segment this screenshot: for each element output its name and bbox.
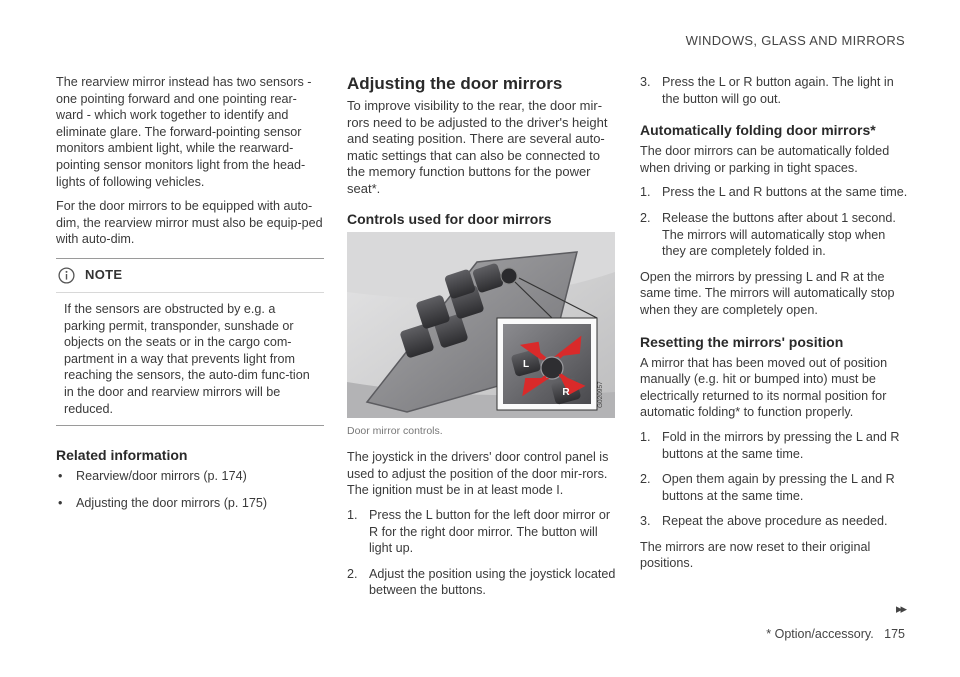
door-panel-illustration: [347, 232, 615, 418]
step-text: Press the L and R buttons at the same time.: [662, 185, 908, 200]
step-number: 1.: [640, 429, 651, 444]
related-link[interactable]: • Rearview/door mirrors (p. 174): [56, 468, 324, 485]
next-page-marker[interactable]: ▸▸: [895, 601, 905, 616]
subheading: Resetting the mirrors' position: [640, 333, 844, 350]
paragraph: The joystick in the drivers' door control panel is used to adjust the position of the door mir-rors. The ignition must be in at least mode I.: [347, 450, 609, 498]
paragraph: Open the mirrors by pressing L and R at the same time. The mirrors will automatically stop when they are completely open.: [640, 269, 895, 317]
step-number: 1.: [640, 185, 651, 200]
page-footer: [766, 627, 905, 641]
step-number: 2.: [347, 566, 358, 581]
paragraph: The door mirrors can be automatically folded when driving or parking in tight spaces.: [640, 144, 890, 175]
right-mirror-button-label: R: [562, 386, 570, 398]
step-text: Adjust the position using the joystick located between the buttons.: [369, 566, 616, 598]
column-middle: [347, 74, 617, 608]
step-item: [640, 210, 910, 260]
lead-paragraph: To improve visibility to the rear, the door mir-rors need to be adjusted to the driver's height and seating position. There are several auto-matic settings that can also be connected to the memory function buttons for the power seat*.: [347, 98, 608, 196]
column-left: [56, 74, 324, 521]
step-text: Open them again by pressing the L and R buttons at the same time.: [662, 472, 895, 503]
joystick-inset: [497, 318, 597, 410]
step-text: Repeat the above procedure as needed.: [662, 514, 888, 529]
step-item: [640, 184, 910, 201]
subheading: Automatically folding door mirrors*: [640, 122, 876, 139]
step-item: [347, 507, 617, 557]
step-item: [347, 566, 617, 599]
step-item: [640, 429, 910, 462]
note-header: [56, 267, 324, 293]
note-box: [56, 258, 324, 426]
step-text: Press the L or R button again. The light in the button will go out.: [662, 75, 894, 106]
column-right: [640, 74, 910, 580]
note-text: If the sensors are obstructed by e.g. a parking permit, transponder, sunshade or objects on the seats or in the cargo com-partment in a way that prevents light from reaching the sensors, the auto-dim func-tion in the door and rearview mirrors will be reduced.: [64, 301, 310, 416]
step-number: 3.: [640, 514, 651, 529]
option-footnote: * Option/accessory.: [766, 627, 874, 641]
related-link[interactable]: • Adjusting the door mirrors (p. 175): [56, 495, 324, 512]
paragraph: The mirrors are now reset to their original positions.: [640, 539, 871, 571]
section-heading: Adjusting the door mirrors: [347, 74, 563, 93]
note-title: NOTE: [85, 267, 123, 283]
step-number: 3.: [640, 75, 651, 89]
step-item: [640, 471, 910, 504]
section-header: WINDOWS, GLASS AND MIRRORS: [685, 33, 905, 48]
related-list: [56, 468, 324, 511]
subheading: Controls used for door mirrors: [347, 210, 552, 227]
related-information-heading: Related information: [56, 447, 188, 464]
info-icon: [58, 267, 75, 284]
step-number: 2.: [640, 472, 651, 487]
step-text: Release the buttons after about 1 second. The mirrors will automatically stop when they are completely folded in.: [662, 210, 896, 259]
paragraph: The rearview mirror instead has two sensors - one pointing forward and one pointing rear-ward - which work together to identify and eliminate glare. The forward-pointing sensor monitors ambient light, while the rearward-pointing sensor monitors light from the head-lights of following vehicles.: [56, 75, 312, 189]
paragraph: For the door mirrors to be equipped with auto-dim, the rearview mirror must also be equip-ped with auto-dim.: [56, 199, 323, 247]
figure-code: G020957: [597, 380, 604, 408]
paragraph: A mirror that has been moved out of position manually (e.g. hit or bumped into) must be electrically returned to its normal position for automatic folding* to function properly.: [640, 355, 888, 420]
step-text: Press the L button for the left door mirror or R for the right door mirror. The button will light up.: [369, 507, 611, 556]
door-mirror-controls-figure: [347, 232, 615, 418]
left-mirror-button-label: L: [522, 358, 530, 370]
step-item: [640, 513, 910, 530]
step-item: [640, 74, 910, 107]
step-number: 2.: [640, 210, 651, 225]
figure-caption: Door mirror controls.: [347, 424, 443, 437]
step-number: 1.: [347, 507, 358, 522]
page-number: 175: [884, 627, 905, 641]
step-text: Fold in the mirrors by pressing the L and R buttons at the same time.: [662, 429, 900, 461]
